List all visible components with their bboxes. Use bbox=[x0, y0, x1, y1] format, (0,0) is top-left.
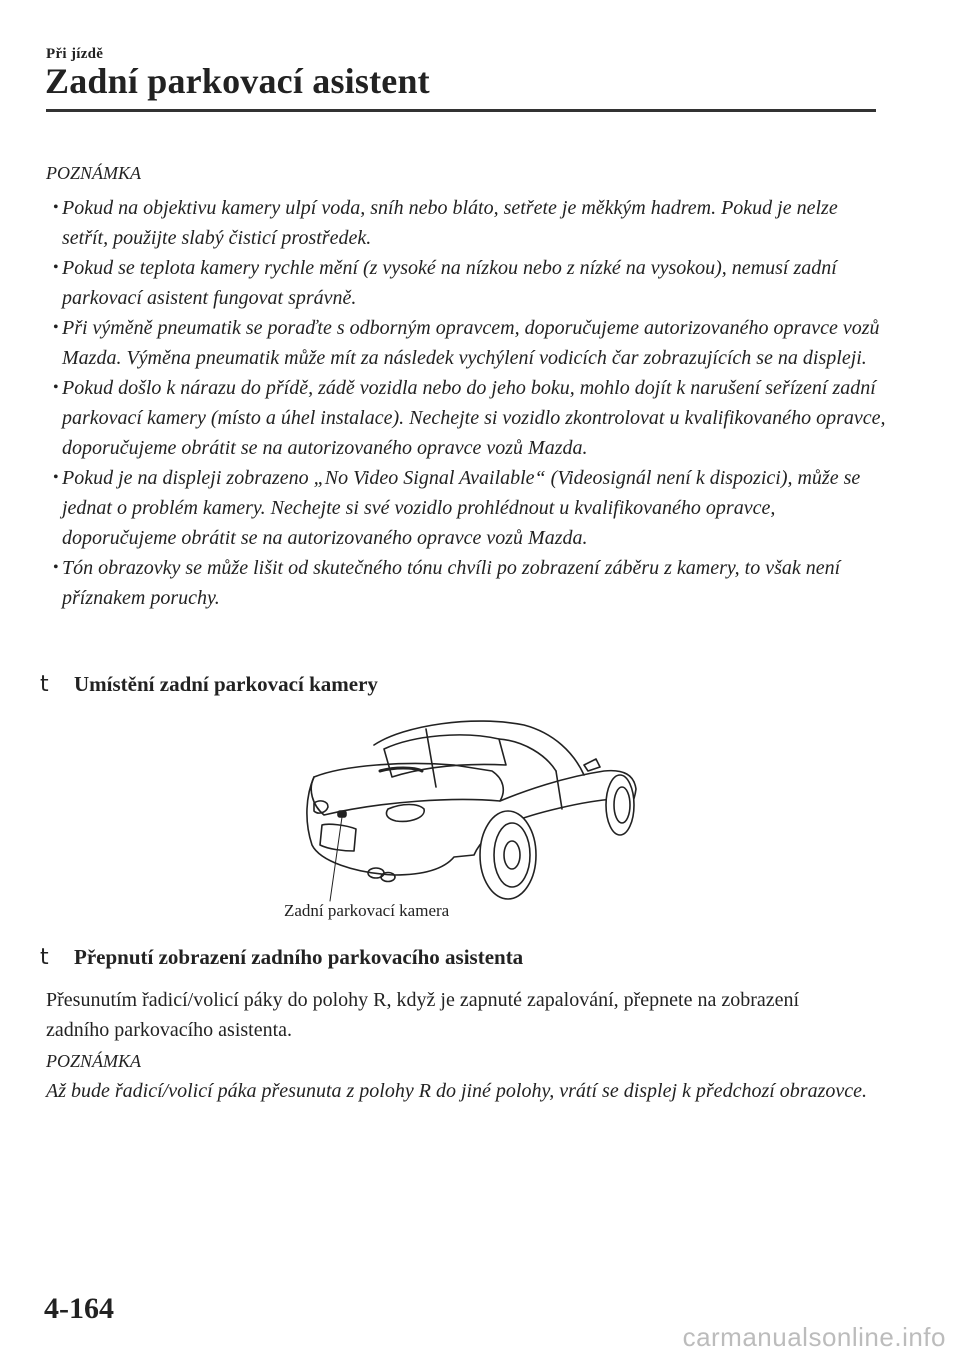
list-item-text: Pokud se teplota kamery rychle mění (z vysoké na nízkou nebo z nízké na vysokou), nemusí zadní parkovací asistent fungovat správně. bbox=[62, 257, 837, 309]
list-item bbox=[46, 313, 886, 373]
page-title: Zadní parkovací asistent bbox=[45, 61, 430, 101]
rear-camera bbox=[338, 811, 346, 817]
section-marker-icon: t bbox=[40, 672, 49, 697]
list-item-text: Při výměně pneumatik se poraďte s odborným opravcem, doporučujeme autorizovaného opravce vozů Mazda. Výměna pneumatik může mít za následek vychýlení vodicích čar zobrazujících se na displeji. bbox=[62, 317, 880, 369]
list-item-text: Pokud na objektivu kamery ulpí voda, sníh nebo bláto, setřete je měkkým hadrem. Pokud je nelze setřít, použijte slabý čisticí prostředek. bbox=[62, 197, 838, 249]
bullet-icon: • bbox=[53, 319, 59, 336]
list-item bbox=[46, 373, 886, 463]
section-kicker: Při jízdě bbox=[46, 46, 104, 62]
note-list bbox=[46, 193, 886, 613]
camera-location-heading-text: Umístění zadní parkovací kamery bbox=[74, 672, 378, 696]
bullet-icon: • bbox=[53, 469, 59, 486]
section-marker-icon: t bbox=[40, 945, 49, 970]
switch-display-heading bbox=[40, 945, 523, 970]
title-rule bbox=[46, 109, 876, 112]
list-item bbox=[46, 253, 886, 313]
page-number: 4-164 bbox=[44, 1292, 114, 1325]
trunk-lid bbox=[311, 764, 503, 816]
tail-light-right bbox=[386, 805, 424, 822]
switch-display-heading-text: Přepnutí zobrazení zadního parkovacího asistenta bbox=[74, 945, 524, 969]
list-item bbox=[46, 193, 886, 253]
list-item bbox=[46, 463, 886, 553]
figure-caption: Zadní parkovací kamera bbox=[284, 901, 450, 920]
watermark: carmanualsonline.info bbox=[682, 1322, 946, 1352]
note-title: POZNÁMKA bbox=[46, 1051, 142, 1071]
switch-display-text: Přesunutím řadicí/volicí páky do polohy R, když je zapnuté zapalování, přepnete na zobrazení zadního parkovacího asistenta. bbox=[46, 989, 800, 1041]
list-item bbox=[46, 553, 886, 613]
bullet-icon: • bbox=[53, 379, 59, 396]
rear-body bbox=[307, 777, 508, 875]
list-item-text: Pokud došlo k nárazu do přídě, zádě vozidla nebo do jeho boku, mohlo dojít k narušení seřízení zadní parkovací kamery (místo a úhel instalace). Nechejte si vozidlo zkontrolovat u kvalifikovaného opravce, doporučujeme obrátit se na autorizovaného opravce vozů Mazda. bbox=[62, 377, 886, 459]
side-mirror bbox=[584, 759, 600, 771]
bullet-icon: • bbox=[53, 559, 59, 576]
note-body: Až bude řadicí/volicí páka přesunuta z polohy R do jiné polohy, vrátí se displej k předchozí obrazovce. bbox=[46, 1080, 867, 1102]
list-item-text: Tón obrazovky se může lišit od skutečného tónu chvíli po zobrazení záběru z kamery, to však není příznakem poruchy. bbox=[62, 557, 841, 609]
antenna bbox=[426, 729, 436, 787]
bullet-icon: • bbox=[53, 259, 59, 276]
callout-line bbox=[330, 817, 342, 901]
bullet-icon: • bbox=[53, 199, 59, 216]
note-title: POZNÁMKA bbox=[46, 163, 142, 183]
camera-location-heading bbox=[40, 672, 378, 697]
list-item-text: Pokud je na displeji zobrazeno „No Video Signal Available“ (Videosignál není k dispozici), může se jednat o problém kamery. Nechejte si své vozidlo prohlédnout u kvalifikovaného opravce, doporučujeme obrátit se na autorizovaného opravce vozů Mazda. bbox=[62, 467, 861, 549]
